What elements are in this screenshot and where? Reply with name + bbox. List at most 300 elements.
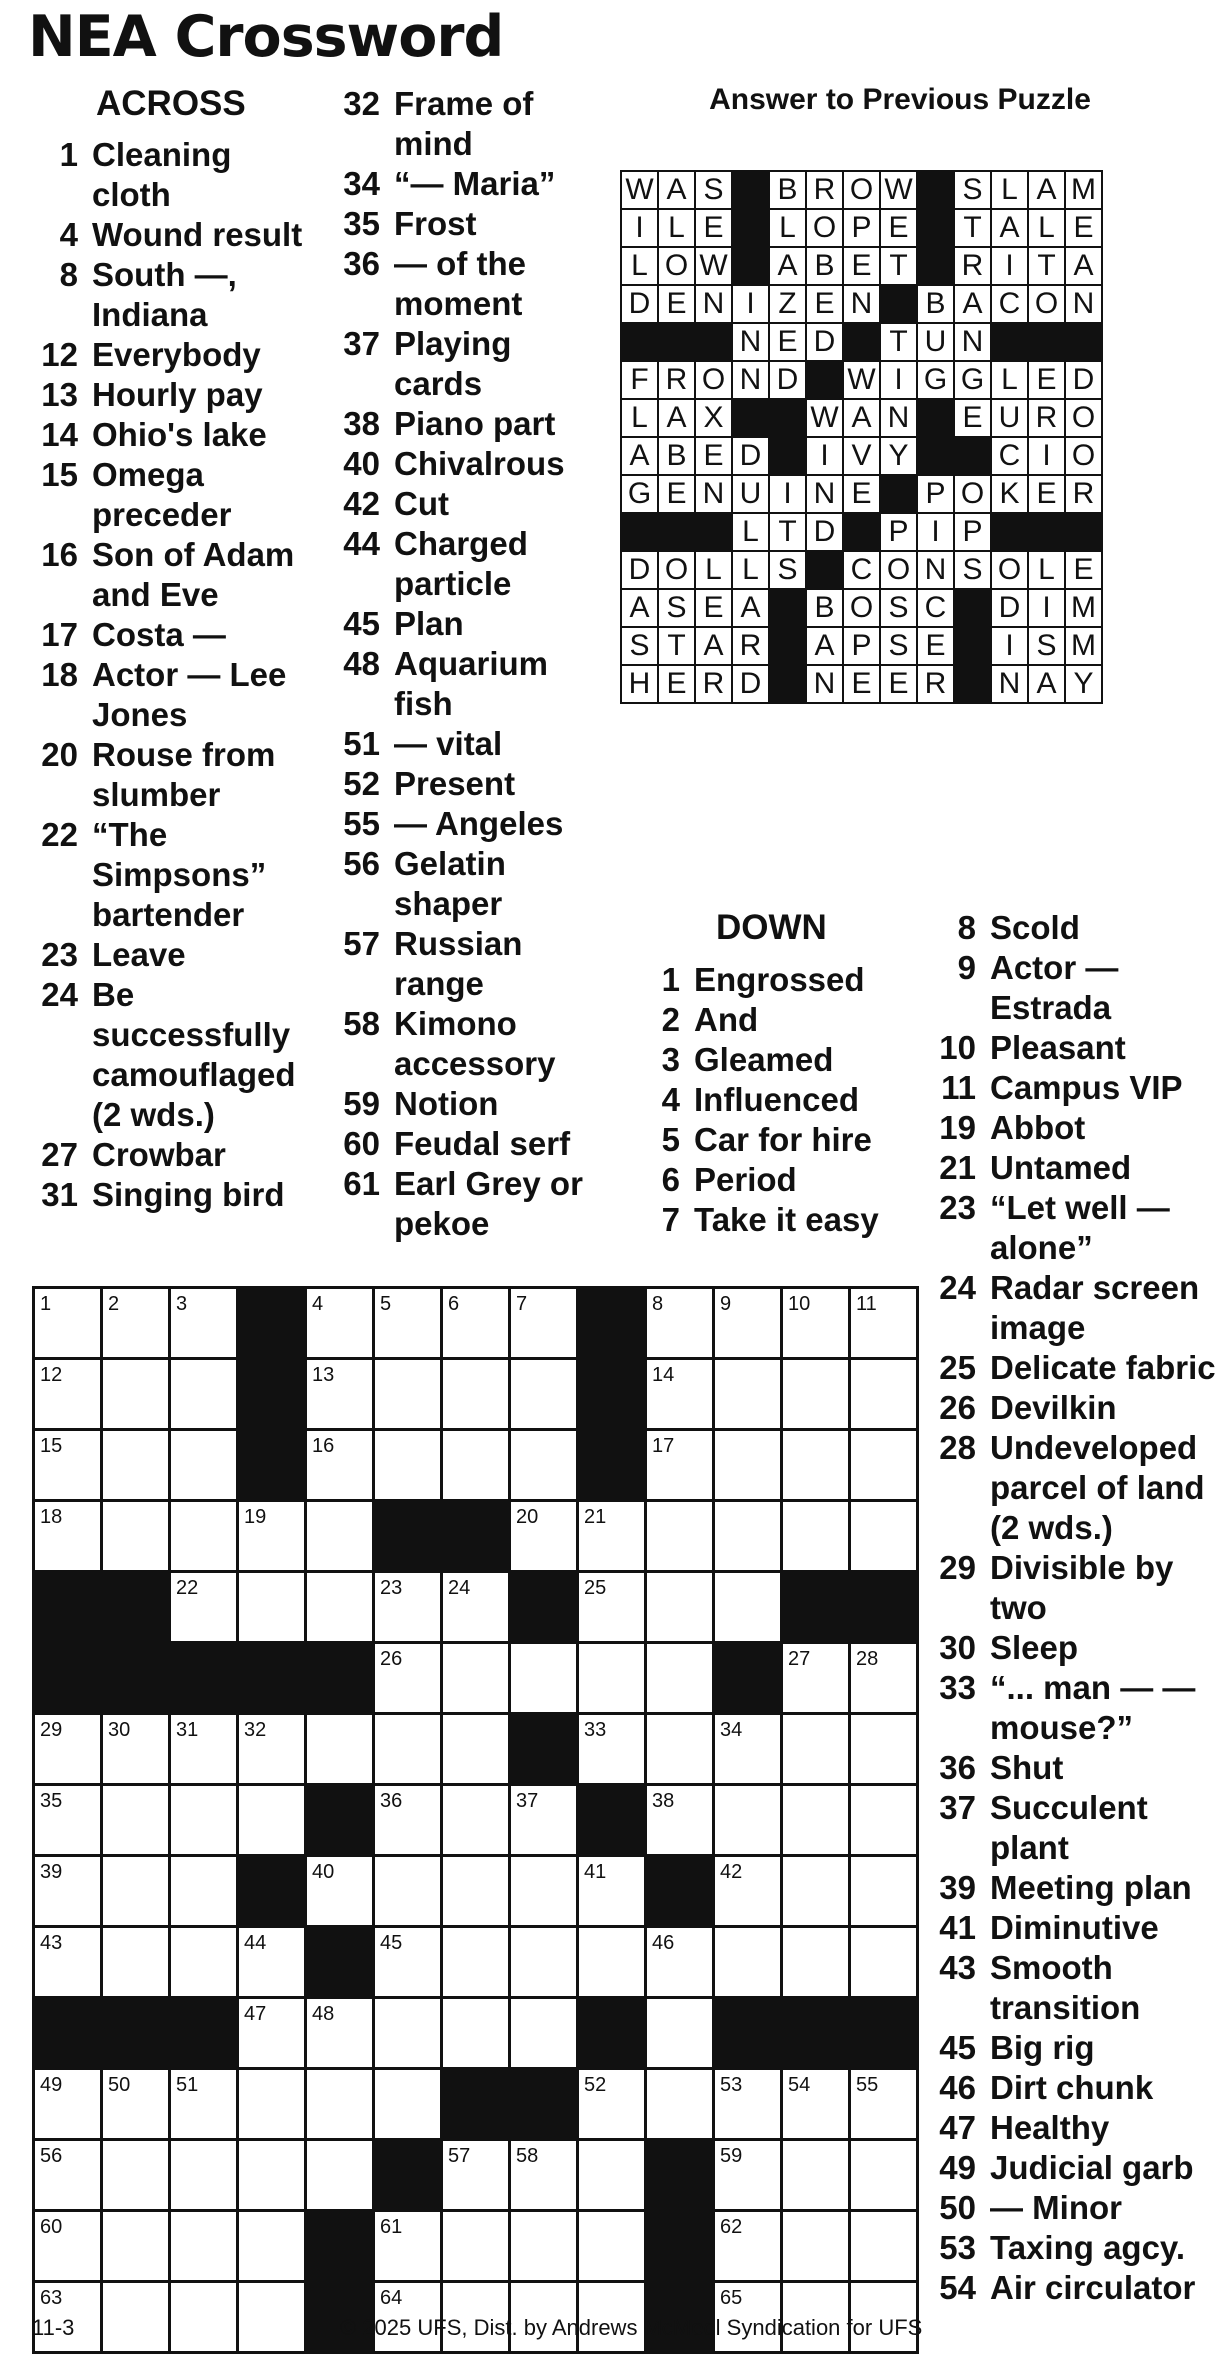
- clue-item: [926, 1628, 1216, 1668]
- grid-cell[interactable]: [850, 1785, 918, 1856]
- grid-cell[interactable]: [646, 2069, 714, 2140]
- grid-cell[interactable]: [442, 1288, 510, 1359]
- answer-letter: G: [917, 361, 954, 399]
- grid-cell[interactable]: [34, 1785, 102, 1856]
- answer-letter: A: [806, 627, 843, 665]
- clue-text: Taxing agcy.: [990, 2229, 1186, 2266]
- grid-cell[interactable]: [238, 1501, 306, 1572]
- grid-cell[interactable]: [102, 2211, 170, 2282]
- clue-number: 36: [939, 1749, 976, 1786]
- black-square: [769, 589, 806, 627]
- grid-cell[interactable]: [238, 1998, 306, 2069]
- cell-number: 63: [40, 2287, 63, 2309]
- grid-cell[interactable]: [714, 1288, 782, 1359]
- grid-cell[interactable]: [578, 1714, 646, 1785]
- cell-number: 55: [856, 2074, 879, 2096]
- grid-cell[interactable]: [374, 1998, 442, 2069]
- grid-cell[interactable]: [578, 1927, 646, 1998]
- clue-text: Healthy: [990, 2109, 1110, 2146]
- clue-number: 14: [41, 416, 78, 453]
- clue-text: Smooth transition: [990, 1949, 1141, 2026]
- answer-letter: L: [991, 171, 1028, 209]
- grid-cell[interactable]: [374, 1430, 442, 1501]
- grid-cell[interactable]: [850, 1856, 918, 1927]
- grid-cell[interactable]: [102, 1927, 170, 1998]
- clue-item: [28, 655, 308, 735]
- grid-cell[interactable]: [238, 1785, 306, 1856]
- grid-cell[interactable]: [850, 1927, 918, 1998]
- grid-cell[interactable]: [510, 1501, 578, 1572]
- grid-cell[interactable]: [782, 1643, 850, 1714]
- black-square: [102, 1998, 170, 2069]
- answer-letter: E: [1065, 209, 1102, 247]
- black-square: [658, 513, 695, 551]
- answer-letter: L: [1028, 551, 1065, 589]
- grid-cell[interactable]: [442, 1572, 510, 1643]
- grid-cell[interactable]: [578, 2069, 646, 2140]
- answer-letter: O: [695, 361, 732, 399]
- answer-letter: G: [954, 361, 991, 399]
- grid-cell[interactable]: [306, 1288, 374, 1359]
- grid-cell[interactable]: [374, 1572, 442, 1643]
- grid-cell[interactable]: [34, 1359, 102, 1430]
- black-square: [306, 1785, 374, 1856]
- clue-number: 22: [41, 816, 78, 853]
- clue-item: [926, 1948, 1216, 2028]
- grid-cell[interactable]: [102, 1288, 170, 1359]
- grid-cell[interactable]: [714, 1714, 782, 1785]
- grid-cell[interactable]: [714, 2211, 782, 2282]
- grid-cell[interactable]: [238, 2140, 306, 2211]
- clue-text: Omega preceder: [92, 456, 232, 533]
- grid-cell[interactable]: [238, 1927, 306, 1998]
- answer-letter: V: [843, 437, 880, 475]
- clue-number: 2: [661, 1001, 680, 1038]
- answer-letter: R: [695, 665, 732, 703]
- grid-cell[interactable]: [578, 1501, 646, 1572]
- grid-cell[interactable]: [170, 1430, 238, 1501]
- clue-item: [28, 335, 308, 375]
- cell-number: 23: [380, 1577, 403, 1599]
- grid-cell[interactable]: [510, 1359, 578, 1430]
- grid-cell[interactable]: [578, 1643, 646, 1714]
- clue-text: Leave: [92, 936, 186, 973]
- clue-number: 8: [957, 909, 976, 946]
- answer-letter: I: [991, 247, 1028, 285]
- grid-cell[interactable]: [646, 1927, 714, 1998]
- grid-cell[interactable]: [442, 1359, 510, 1430]
- cell-number: 14: [652, 1364, 675, 1386]
- grid-cell[interactable]: [34, 1714, 102, 1785]
- grid-cell[interactable]: [510, 1430, 578, 1501]
- grid-cell[interactable]: [646, 1714, 714, 1785]
- clue-text: — of the moment: [394, 245, 526, 322]
- clue-number: 54: [939, 2269, 976, 2306]
- down-clues-col1: [630, 960, 920, 1240]
- grid-cell[interactable]: [850, 1430, 918, 1501]
- black-square: [170, 1998, 238, 2069]
- answer-letter: W: [621, 171, 658, 209]
- grid-cell[interactable]: [850, 1643, 918, 1714]
- clue-number: 20: [41, 736, 78, 773]
- grid-cell[interactable]: [714, 1501, 782, 1572]
- black-square: [646, 2140, 714, 2211]
- answer-letter: E: [695, 589, 732, 627]
- answer-letter: S: [880, 627, 917, 665]
- grid-cell[interactable]: [442, 1927, 510, 1998]
- grid-cell[interactable]: [782, 1785, 850, 1856]
- grid-cell[interactable]: [306, 1998, 374, 2069]
- answer-letter: O: [1065, 437, 1102, 475]
- grid-cell[interactable]: [102, 1714, 170, 1785]
- grid-cell[interactable]: [34, 1288, 102, 1359]
- grid-cell[interactable]: [374, 1856, 442, 1927]
- clue-item: [926, 1548, 1216, 1628]
- grid-cell[interactable]: [374, 2211, 442, 2282]
- clue-text: Divisible by two: [990, 1549, 1174, 1626]
- clue-number: 16: [41, 536, 78, 573]
- grid-cell[interactable]: [170, 1785, 238, 1856]
- black-square: [806, 551, 843, 589]
- clue-text: Abbot: [990, 1109, 1086, 1146]
- grid-cell[interactable]: [714, 1927, 782, 1998]
- grid-cell[interactable]: [34, 1927, 102, 1998]
- clue-text: Radar screen image: [990, 1269, 1200, 1346]
- grid-cell[interactable]: [714, 1359, 782, 1430]
- cell-number: 30: [108, 1719, 131, 1741]
- grid-cell[interactable]: [782, 2069, 850, 2140]
- clue-number: 30: [939, 1629, 976, 1666]
- grid-cell[interactable]: [782, 1288, 850, 1359]
- cell-number: 42: [720, 1861, 743, 1883]
- grid-cell[interactable]: [646, 1998, 714, 2069]
- clue-item: [926, 948, 1216, 1028]
- grid-cell[interactable]: [238, 2211, 306, 2282]
- grid-cell[interactable]: [782, 2211, 850, 2282]
- grid-cell[interactable]: [306, 2069, 374, 2140]
- answer-letter: E: [658, 475, 695, 513]
- black-square: [695, 323, 732, 361]
- grid-cell[interactable]: [782, 1714, 850, 1785]
- grid-cell[interactable]: [374, 1359, 442, 1430]
- grid-cell[interactable]: [102, 2069, 170, 2140]
- cell-number: 26: [380, 1648, 403, 1670]
- grid-cell[interactable]: [442, 1643, 510, 1714]
- clue-text: Sleep: [990, 1629, 1079, 1666]
- clue-text: Russian range: [394, 925, 523, 1002]
- cell-number: 8: [652, 1293, 664, 1315]
- cell-number: 44: [244, 1932, 267, 1954]
- grid-cell[interactable]: [510, 1998, 578, 2069]
- grid-cell[interactable]: [442, 2140, 510, 2211]
- grid-cell[interactable]: [34, 2140, 102, 2211]
- grid-cell[interactable]: [34, 1856, 102, 1927]
- across-heading: ACROSS: [96, 84, 246, 123]
- answer-letter: R: [954, 247, 991, 285]
- clue-number: 56: [343, 845, 380, 882]
- grid-cell[interactable]: [714, 2069, 782, 2140]
- grid-cell[interactable]: [646, 1430, 714, 1501]
- grid-cell[interactable]: [374, 1785, 442, 1856]
- clue-item: [926, 1188, 1216, 1268]
- grid-cell[interactable]: [510, 1643, 578, 1714]
- clue-text: Feudal serf: [394, 1125, 571, 1162]
- grid-cell[interactable]: [374, 2069, 442, 2140]
- previous-answer-grid: [620, 170, 1103, 704]
- grid-cell[interactable]: [646, 1643, 714, 1714]
- answer-letter: O: [843, 171, 880, 209]
- grid-cell[interactable]: [850, 1501, 918, 1572]
- clue-number: 42: [343, 485, 380, 522]
- grid-cell[interactable]: [850, 2069, 918, 2140]
- clue-item: [926, 908, 1216, 948]
- clue-item: [28, 935, 308, 975]
- clue-number: 41: [939, 1909, 976, 1946]
- clue-text: Scold: [990, 909, 1080, 946]
- clue-number: 3: [661, 1041, 680, 1078]
- grid-cell[interactable]: [714, 1572, 782, 1643]
- answer-letter: N: [806, 475, 843, 513]
- grid-cell[interactable]: [646, 1288, 714, 1359]
- clue-text: Be successfully camouflaged (2 wds.): [92, 976, 296, 1133]
- clue-item: [28, 135, 308, 215]
- grid-cell[interactable]: [850, 2140, 918, 2211]
- grid-cell[interactable]: [306, 1501, 374, 1572]
- black-square: [954, 589, 991, 627]
- grid-cell[interactable]: [170, 1927, 238, 1998]
- cell-number: 61: [380, 2216, 403, 2238]
- clue-text: Frost: [394, 205, 477, 242]
- grid-cell[interactable]: [510, 1288, 578, 1359]
- grid-cell[interactable]: [238, 1572, 306, 1643]
- grid-cell[interactable]: [850, 1714, 918, 1785]
- grid-cell[interactable]: [374, 1714, 442, 1785]
- clue-text: “... man — — mouse?”: [990, 1669, 1196, 1746]
- black-square: [732, 209, 769, 247]
- clue-item: [926, 2268, 1216, 2308]
- grid-cell[interactable]: [374, 1643, 442, 1714]
- grid-cell[interactable]: [170, 1856, 238, 1927]
- cell-number: 38: [652, 1790, 675, 1812]
- grid-cell[interactable]: [306, 1430, 374, 1501]
- cell-number: 51: [176, 2074, 199, 2096]
- answer-letter: F: [621, 361, 658, 399]
- grid-cell[interactable]: [782, 1359, 850, 1430]
- grid-cell[interactable]: [170, 1359, 238, 1430]
- grid-cell[interactable]: [238, 1714, 306, 1785]
- grid-cell[interactable]: [170, 1288, 238, 1359]
- clue-number: 53: [939, 2229, 976, 2266]
- clue-text: Everybody: [92, 336, 261, 373]
- cell-number: 46: [652, 1932, 675, 1954]
- cell-number: 45: [380, 1932, 403, 1954]
- cell-number: 2: [108, 1293, 120, 1315]
- grid-cell[interactable]: [34, 2211, 102, 2282]
- cell-number: 59: [720, 2145, 743, 2167]
- answer-letter: R: [1028, 399, 1065, 437]
- answer-letter: L: [991, 361, 1028, 399]
- grid-cell[interactable]: [34, 1430, 102, 1501]
- clue-number: 26: [939, 1389, 976, 1426]
- grid-cell[interactable]: [238, 2069, 306, 2140]
- grid-cell[interactable]: [306, 1714, 374, 1785]
- answer-letter: C: [843, 551, 880, 589]
- grid-cell[interactable]: [714, 1430, 782, 1501]
- cell-number: 4: [312, 1293, 324, 1315]
- cell-number: 28: [856, 1648, 879, 1670]
- grid-cell[interactable]: [102, 2140, 170, 2211]
- grid-cell[interactable]: [170, 2211, 238, 2282]
- grid-cell[interactable]: [102, 1359, 170, 1430]
- clue-text: Kimono accessory: [394, 1005, 556, 1082]
- grid-cell[interactable]: [850, 2211, 918, 2282]
- grid-cell[interactable]: [578, 2211, 646, 2282]
- grid-cell[interactable]: [782, 2140, 850, 2211]
- grid-cell[interactable]: [374, 1927, 442, 1998]
- cell-number: 62: [720, 2216, 743, 2238]
- grid-cell[interactable]: [782, 1501, 850, 1572]
- grid-cell[interactable]: [170, 2069, 238, 2140]
- grid-cell[interactable]: [850, 1288, 918, 1359]
- grid-cell[interactable]: [170, 2282, 238, 2353]
- grid-cell[interactable]: [34, 1501, 102, 1572]
- grid-cell[interactable]: [782, 1856, 850, 1927]
- black-square: [769, 627, 806, 665]
- grid-cell[interactable]: [578, 1572, 646, 1643]
- clue-item: [630, 1160, 920, 1200]
- grid-cell[interactable]: [578, 2140, 646, 2211]
- cell-number: 6: [448, 1293, 460, 1315]
- clue-item: [926, 2148, 1216, 2188]
- clue-text: Wound result: [92, 216, 303, 253]
- grid-cell[interactable]: [850, 1359, 918, 1430]
- grid-cell[interactable]: [34, 2069, 102, 2140]
- grid-cell[interactable]: [102, 1785, 170, 1856]
- clue-text: Shut: [990, 1749, 1064, 1786]
- clue-number: 11: [941, 1069, 976, 1106]
- grid-cell[interactable]: [782, 1430, 850, 1501]
- grid-cell[interactable]: [442, 2211, 510, 2282]
- clue-item: [926, 1348, 1216, 1388]
- grid-cell[interactable]: [782, 1927, 850, 1998]
- grid-cell[interactable]: [102, 2282, 170, 2353]
- clue-number: 59: [343, 1085, 380, 1122]
- cell-number: 32: [244, 1719, 267, 1741]
- clue-text: Frame of mind: [394, 85, 534, 162]
- answer-letter: T: [880, 247, 917, 285]
- black-square: [238, 1288, 306, 1359]
- grid-cell[interactable]: [306, 2140, 374, 2211]
- answer-letter: A: [991, 209, 1028, 247]
- grid-cell[interactable]: [306, 1572, 374, 1643]
- black-square: [954, 665, 991, 703]
- grid-cell[interactable]: [714, 1785, 782, 1856]
- cell-number: 20: [516, 1506, 539, 1528]
- grid-cell[interactable]: [170, 2140, 238, 2211]
- clue-item: [28, 255, 308, 335]
- grid-cell[interactable]: [306, 1856, 374, 1927]
- grid-cell[interactable]: [170, 1501, 238, 1572]
- grid-cell[interactable]: [510, 2211, 578, 2282]
- clue-item: [330, 1084, 600, 1124]
- clue-text: Crowbar: [92, 1136, 226, 1173]
- black-square: [238, 1359, 306, 1430]
- clue-number: 34: [343, 165, 380, 202]
- cell-number: 5: [380, 1293, 392, 1315]
- clue-text: Aquarium fish: [394, 645, 549, 722]
- grid-cell[interactable]: [510, 1856, 578, 1927]
- answer-letter: I: [1028, 437, 1065, 475]
- grid-cell[interactable]: [102, 1430, 170, 1501]
- cell-number: 9: [720, 1293, 732, 1315]
- clue-text: Playing cards: [394, 325, 512, 402]
- clue-text: South —, Indiana: [92, 256, 237, 333]
- clue-text: Delicate fabric: [990, 1349, 1216, 1386]
- grid-cell[interactable]: [510, 2140, 578, 2211]
- clue-item: [926, 1028, 1216, 1068]
- grid-cell[interactable]: [646, 1359, 714, 1430]
- grid-cell[interactable]: [102, 1501, 170, 1572]
- answer-letter: L: [658, 209, 695, 247]
- answer-letter: Z: [769, 285, 806, 323]
- black-square: [917, 437, 954, 475]
- copyright-notice: © 2025 UFS, Dist. by Andrews McMeel Syndication for UFS: [340, 2315, 923, 2340]
- grid-cell[interactable]: [170, 1714, 238, 1785]
- grid-cell[interactable]: [442, 1856, 510, 1927]
- grid-cell[interactable]: [714, 1856, 782, 1927]
- cell-number: 25: [584, 1577, 607, 1599]
- clue-item: [28, 215, 308, 255]
- grid-cell[interactable]: [442, 1998, 510, 2069]
- grid-cell[interactable]: [306, 1359, 374, 1430]
- clue-text: Pleasant: [990, 1029, 1126, 1066]
- grid-cell[interactable]: [646, 1572, 714, 1643]
- grid-cell[interactable]: [170, 1572, 238, 1643]
- black-square: [238, 1430, 306, 1501]
- grid-cell[interactable]: [578, 1856, 646, 1927]
- grid-cell[interactable]: [442, 1430, 510, 1501]
- grid-cell[interactable]: [442, 1714, 510, 1785]
- black-square: [306, 1927, 374, 1998]
- grid-cell[interactable]: [646, 1501, 714, 1572]
- clue-text: Diminutive: [990, 1909, 1159, 1946]
- cell-number: 34: [720, 1719, 743, 1741]
- grid-cell[interactable]: [442, 1785, 510, 1856]
- grid-cell[interactable]: [510, 1927, 578, 1998]
- clue-text: Gleamed: [694, 1041, 834, 1078]
- grid-cell[interactable]: [374, 1288, 442, 1359]
- grid-cell[interactable]: [646, 1785, 714, 1856]
- clue-item: [330, 924, 600, 1004]
- black-square: [732, 247, 769, 285]
- grid-cell[interactable]: [510, 1785, 578, 1856]
- clue-number: 44: [343, 525, 380, 562]
- clue-text: Dirt chunk: [990, 2069, 1154, 2106]
- grid-cell[interactable]: [714, 2140, 782, 2211]
- black-square: [843, 513, 880, 551]
- grid-cell[interactable]: [238, 2282, 306, 2353]
- clue-item: [926, 1908, 1216, 1948]
- black-square: [578, 1359, 646, 1430]
- cell-number: 43: [40, 1932, 63, 1954]
- across-clues-col1: [28, 135, 308, 1215]
- answer-letter: E: [954, 399, 991, 437]
- clue-item: [630, 1000, 920, 1040]
- answer-letter: D: [769, 361, 806, 399]
- grid-cell[interactable]: [102, 1856, 170, 1927]
- clue-number: 13: [41, 376, 78, 413]
- clue-number: 48: [343, 645, 380, 682]
